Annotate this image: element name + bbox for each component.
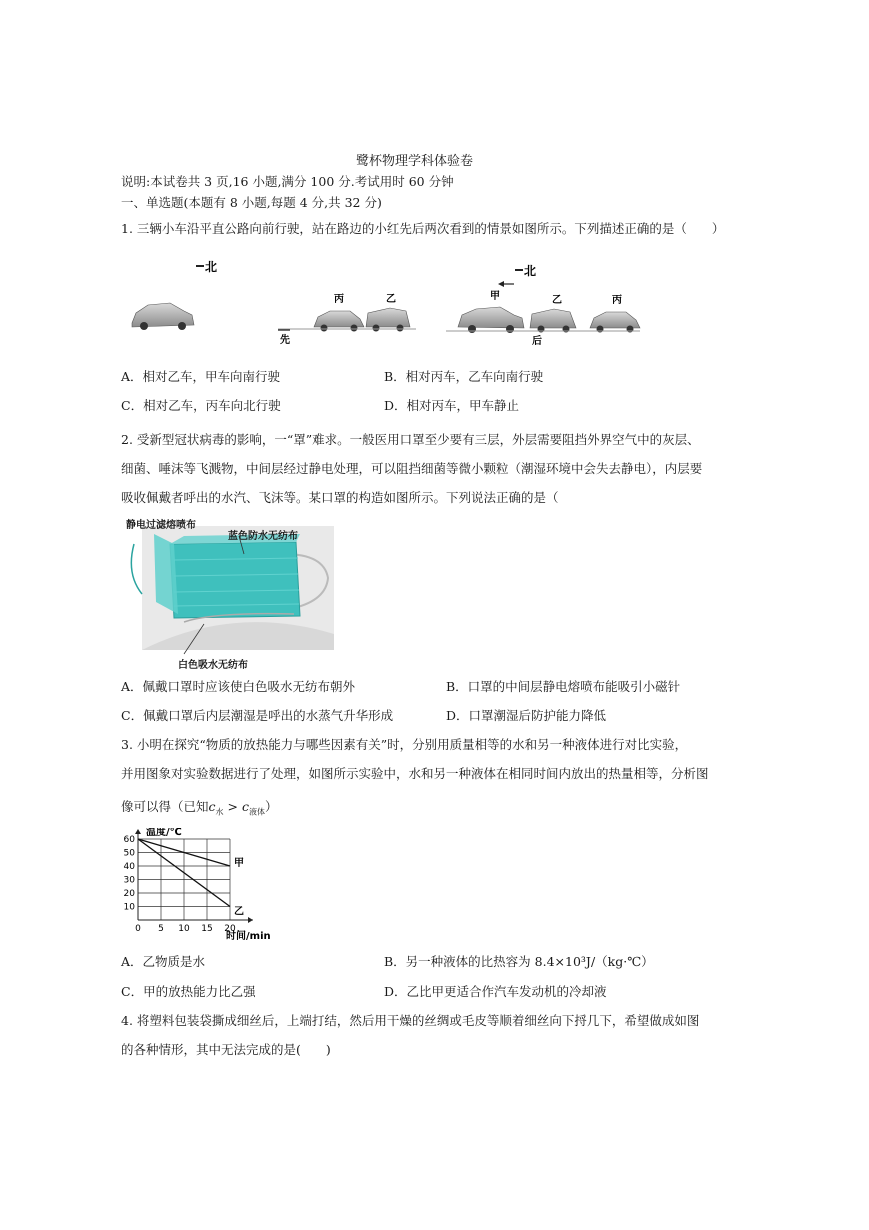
greater-than: > — [223, 799, 242, 814]
question-1-stem: 1. 三辆小车沿平直公路向前行驶，站在路边的小红先后两次看到的情景如图所示。下列描述正确的是（ ） — [121, 221, 725, 236]
q1-option-d[interactable]: D．相对丙车，甲车静止 — [384, 398, 520, 413]
exam-info: 说明:本试卷共 3 页,16 小题,满分 100 分.考试用时 60 分钟 — [121, 174, 454, 189]
q2-option-c[interactable]: C．佩戴口罩后内层潮湿是呼出的水蒸气升华形成 — [121, 708, 394, 723]
label-xian: 先 — [280, 335, 290, 346]
q2-option-a[interactable]: A．佩戴口罩时应该使白色吸水无纺布朝外 — [121, 679, 356, 694]
question-4-line1: 4. 将塑料包装袋撕成细丝后，上端打结，然后用干燥的丝绸或毛皮等顺着细丝向下捋几下，希望做成如图 — [121, 1013, 700, 1028]
y-tick-label: 50 — [123, 848, 135, 859]
q3-option-a[interactable]: A．乙物质是水 — [121, 954, 206, 969]
label-yi-scene1: 乙 — [386, 294, 396, 305]
label-bing-scene2: 丙 — [612, 295, 622, 306]
label-bing-scene1: 丙 — [334, 294, 344, 305]
q3-option-c[interactable]: C．甲的放热能力比乙强 — [121, 984, 256, 999]
car-bing-scene2 — [590, 312, 640, 333]
car-jia-scene2 — [458, 307, 524, 333]
q2-option-d[interactable]: D．口罩潮湿后防护能力降低 — [446, 708, 607, 723]
temperature-time-chart — [116, 828, 296, 940]
x-tick-label: 10 — [178, 924, 190, 934]
label-jia-scene2: 甲 — [490, 291, 500, 302]
q1-option-a[interactable]: A．相对乙车，甲车向南行驶 — [121, 369, 281, 384]
y-axis-arrow — [135, 829, 141, 834]
x-axis-label: 时间/min — [226, 931, 271, 940]
c-symbol: c — [208, 799, 216, 814]
north-mark-2 — [498, 264, 536, 287]
y-tick-label: 20 — [123, 889, 135, 899]
question-3-line3 — [121, 797, 277, 818]
y-tick-label: 60 — [123, 835, 135, 845]
section-heading: 一、单选题(本题有 8 小题,每题 4 分,共 32 分) — [121, 195, 382, 210]
x-tick-label: 20 — [224, 924, 236, 934]
question-2-line1: 2. 受新型冠状病毒的影响，一“罩”难求。一般医用口罩至少要有三层，外层需要阻挡外界空气中的灰层、 — [121, 432, 700, 447]
series-label-1: 甲 — [234, 858, 244, 869]
label-blue-layer: 蓝色防水无纺布 — [228, 531, 298, 542]
car-bing-scene1 — [314, 311, 364, 332]
x-tick-label: 0 — [135, 924, 141, 934]
q3-line3-text: 像可以得（已知 — [121, 799, 209, 814]
svg-text:北: 北 — [205, 260, 218, 274]
mask-figure — [124, 514, 336, 669]
subscript-liquid: 液体 — [248, 807, 265, 817]
q1-option-c[interactable]: C．相对乙车，丙车向北行驶 — [121, 398, 281, 413]
question-1-figure — [128, 255, 648, 350]
question-3-line1: 3. 小明在探究“物质的放热能力与哪些因素有关”时，分别用质量相等的水和另一种液体进行对比实验， — [121, 737, 688, 752]
q3-line3-close: ） — [264, 799, 278, 814]
north-mark-1 — [196, 260, 217, 274]
car-jia-scene1 — [132, 303, 194, 330]
car-yi-scene1 — [366, 308, 410, 332]
q3-option-b[interactable]: B．另一种液体的比热容为 8.4×10³J/（kg·℃） — [384, 954, 654, 969]
svg-text:北: 北 — [524, 264, 537, 278]
x-tick-label: 15 — [201, 924, 213, 934]
y-tick-label: 40 — [123, 862, 135, 872]
question-3-line2: 并用图象对实验数据进行了处理，如图所示实验中，水和另一种液体在相同时间内放出的热量相等，分析图 — [121, 766, 709, 781]
series-label-2: 乙 — [234, 906, 244, 918]
label-white-layer: 白色吸水无纺布 — [178, 660, 248, 671]
label-yi-scene2: 乙 — [552, 295, 562, 306]
question-2-line3: 吸收佩戴者呼出的水汽、飞沫等。某口罩的构造如图所示。下列说法正确的是（ — [121, 490, 559, 505]
car-yi-scene2 — [530, 309, 576, 333]
label-hou: 后 — [532, 336, 542, 347]
question-4-line2: 的各种情形，其中无法完成的是( ) — [121, 1042, 331, 1057]
label-electrostatic-layer: 静电过滤熔喷布 — [126, 520, 196, 531]
y-tick-label: 30 — [123, 875, 135, 886]
x-tick-label: 5 — [158, 924, 164, 934]
q1-option-b[interactable]: B．相对丙车，乙车向南行驶 — [384, 369, 544, 384]
x-axis-arrow — [248, 917, 253, 923]
question-2-line2: 细菌、唾沫等飞溅物，中间层经过静电处理，可以阻挡细菌等微小颗粒（潮湿环境中会失去静电），内层要 — [121, 461, 703, 476]
q2-option-b[interactable]: B．口罩的中间层静电熔喷布能吸引小磁针 — [446, 679, 681, 694]
q3-option-d[interactable]: D．乙比甲更适合作汽车发动机的冷却液 — [384, 984, 607, 999]
subscript-water: 水 — [215, 807, 224, 817]
c-symbol: c — [241, 799, 249, 814]
paper-title: 鹭杯物理学科体验卷 — [356, 154, 474, 169]
y-tick-label: 10 — [123, 902, 135, 913]
y-axis-label: 温度/℃ — [146, 828, 182, 838]
